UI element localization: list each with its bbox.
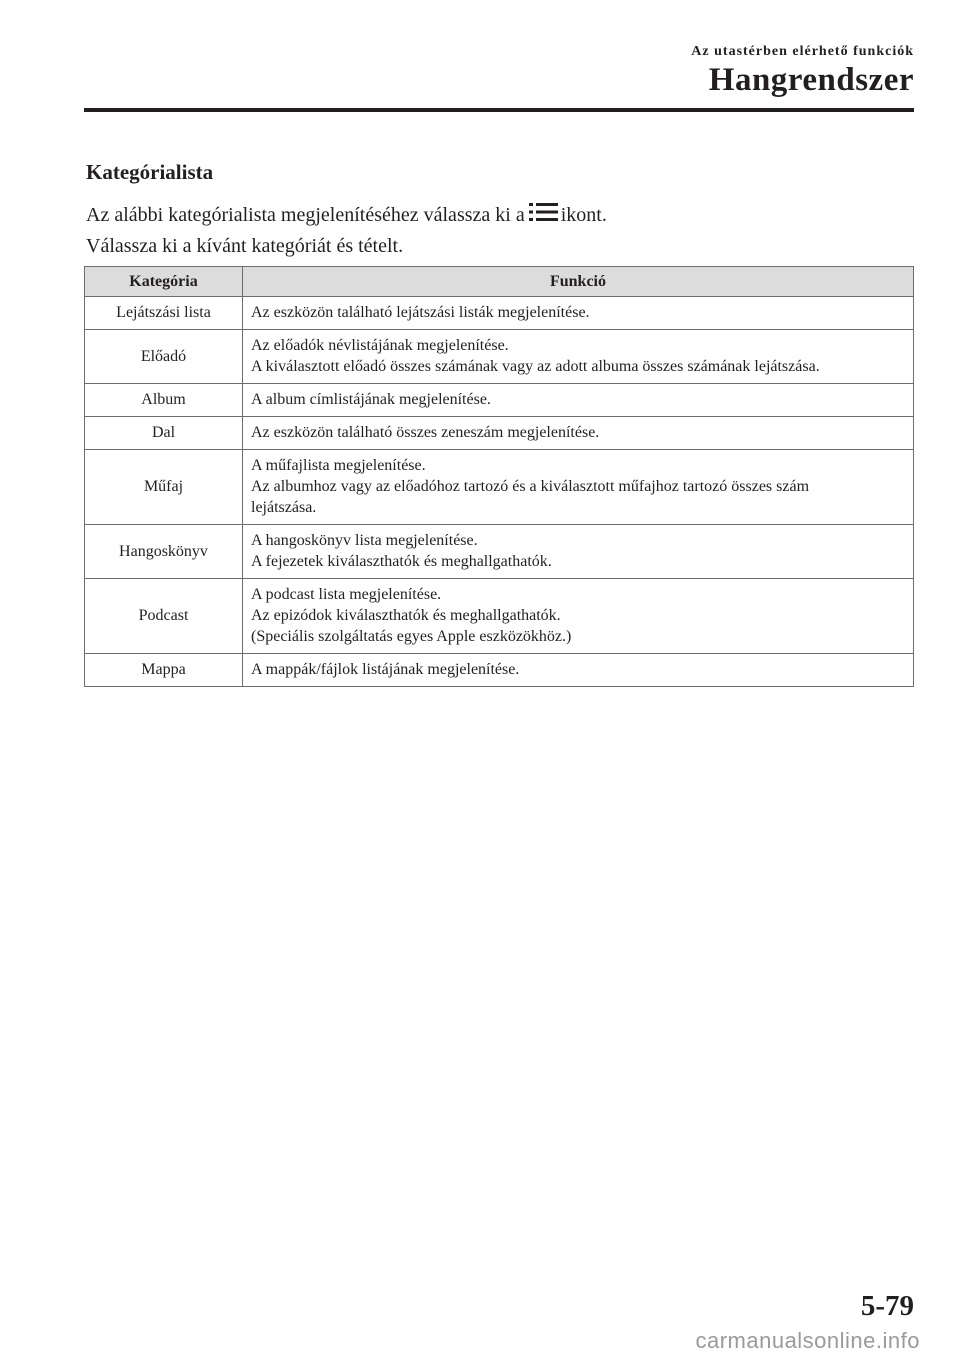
- function-cell: [243, 297, 914, 330]
- function-cell: [243, 525, 914, 579]
- table-row: [85, 579, 914, 654]
- function-cell: [243, 417, 914, 450]
- category-cell: Dal: [85, 417, 243, 450]
- function-line: A album címlistájának megjelenítése.: [251, 391, 491, 408]
- table-row: [85, 384, 914, 417]
- table-row: [85, 450, 914, 525]
- function-line: A podcast lista megjelenítése.: [251, 586, 442, 603]
- table-row: [85, 654, 914, 687]
- function-line: A fejezetek kiválaszthatók és meghallgathatók.: [251, 553, 552, 570]
- header-rule: [84, 108, 914, 112]
- page-number: 5-79: [860, 1290, 914, 1322]
- function-cell: [243, 330, 914, 384]
- table-body: [85, 297, 914, 687]
- function-line: A kiválasztott előadó összes számának vagy az adott albuma összes számának lejátszása.: [251, 358, 820, 375]
- function-line: Az albumhoz vagy az előadóhoz tartozó és a kiválasztott műfajhoz tartozó összes szám: [251, 478, 810, 495]
- category-cell: Előadó: [85, 330, 243, 384]
- intro-line-2: Válassza ki a kívánt kategóriát és tételt.: [86, 235, 404, 257]
- intro-line-1: [86, 200, 607, 231]
- table-header-row: [85, 267, 914, 297]
- header-title: Hangrendszer: [708, 62, 914, 98]
- category-cell: Mappa: [85, 654, 243, 687]
- function-cell: [243, 654, 914, 687]
- list-icon: [529, 201, 559, 231]
- function-line: Az előadók névlistájának megjelenítése.: [251, 337, 509, 354]
- function-cell: [243, 579, 914, 654]
- table-row: [85, 417, 914, 450]
- function-line: Az epizódok kiválaszthatók és meghallgathatók.: [251, 607, 561, 624]
- section-title: Kategórialista: [86, 160, 214, 184]
- header-subtitle: Az utastérben elérhető funkciók: [691, 44, 914, 59]
- category-cell: Műfaj: [85, 450, 243, 525]
- category-cell: Hangoskönyv: [85, 525, 243, 579]
- function-line: Az eszközön található lejátszási listák megjelenítése.: [251, 304, 590, 321]
- header-function: Funkció: [243, 267, 914, 297]
- function-line: A műfajlista megjelenítése.: [251, 457, 426, 474]
- function-line: Az eszközön található összes zeneszám megjelenítése.: [251, 424, 600, 441]
- table-row: [85, 330, 914, 384]
- intro-before-icon: Az alábbi kategórialista megjelenítéséhez válassza ki a: [86, 204, 525, 226]
- function-line: A mappák/fájlok listájának megjelenítése.: [251, 661, 520, 678]
- table-row: [85, 525, 914, 579]
- category-table: [84, 266, 914, 687]
- category-cell: Lejátszási lista: [85, 297, 243, 330]
- category-cell: Podcast: [85, 579, 243, 654]
- function-line: A hangoskönyv lista megjelenítése.: [251, 532, 478, 549]
- function-cell: [243, 450, 914, 525]
- watermark: carmanualsonline.info: [695, 1328, 920, 1353]
- intro-text: [86, 200, 607, 261]
- header-category: Kategória: [85, 267, 243, 297]
- table-row: [85, 297, 914, 330]
- function-line: (Speciális szolgáltatás egyes Apple eszközökhöz.): [251, 628, 572, 645]
- intro-after-icon: ikont.: [560, 204, 607, 226]
- function-cell: [243, 384, 914, 417]
- function-line: lejátszása.: [251, 499, 317, 516]
- category-cell: Album: [85, 384, 243, 417]
